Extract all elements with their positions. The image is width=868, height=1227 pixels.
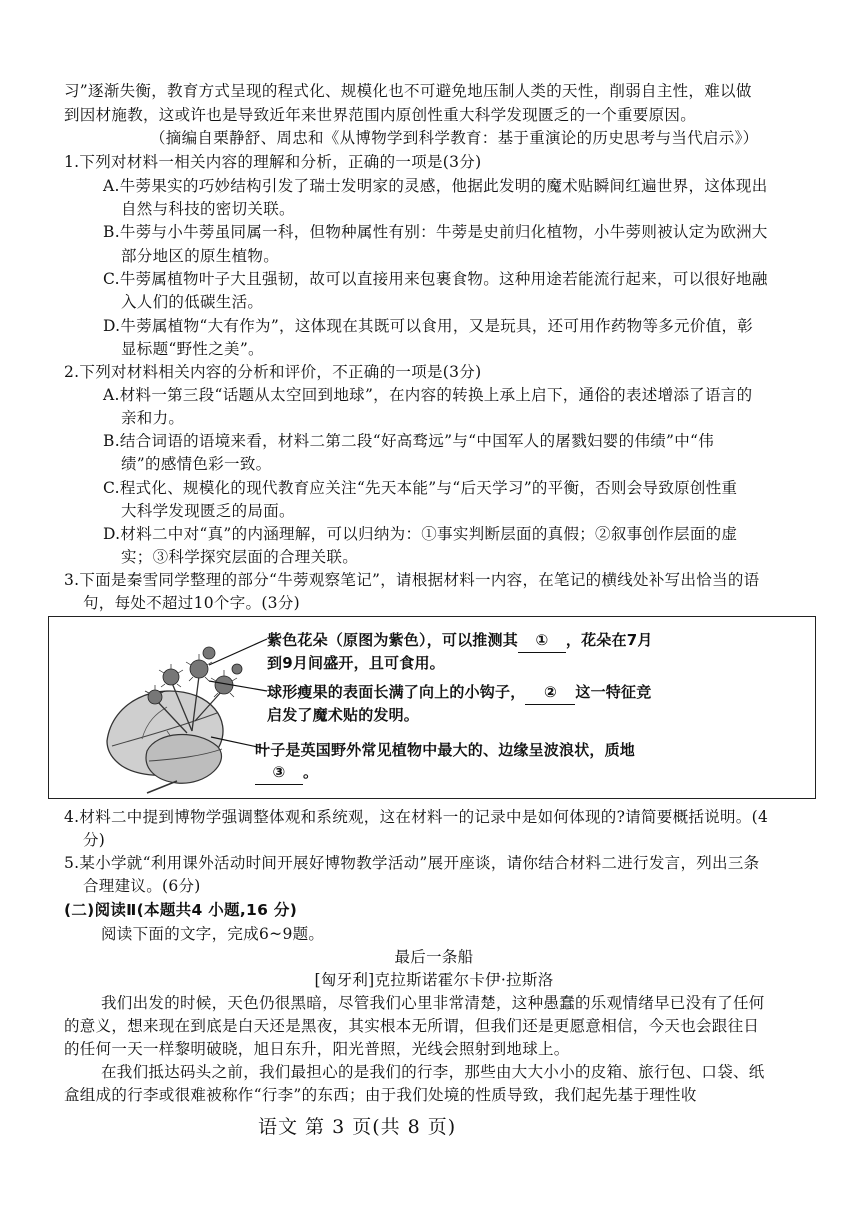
q1-option-d-cont: 显标题“野性之美”。: [121, 340, 264, 358]
question-1-stem: 1.下列对材料一相关内容的理解和分析，正确的一项是(3分): [64, 153, 482, 171]
note-2: [267, 680, 651, 705]
q2-option-a: A.材料一第三段“话题从太空回到地球”，在内容的转换上承上启下，通俗的表述增添了语言的: [103, 386, 753, 404]
q1-option-b-cont: 部分地区的原生植物。: [121, 247, 280, 265]
note-1-text: 紫色花朵（原图为紫色），可以推测其: [267, 631, 518, 649]
story-author: [匈牙利]克拉斯诺霍尔卡伊·拉斯洛: [314, 971, 554, 989]
question-5-stem: 5.某小学就“利用课外活动时间开展好博物教学活动”展开座谈，请你结合材料二进行发言，列出三条: [64, 854, 760, 872]
question-3-stem: 3.下面是秦雪同学整理的部分“牛蒡观察笔记”，请根据材料一内容，在笔记的横线处补写出恰当的语: [64, 571, 760, 589]
q2-option-b: B.结合词语的语境来看，材料二第二段“好高骛远”与“中国军人的屠戮妇婴的伟绩”中“伟: [103, 432, 715, 450]
story-paragraph: 我们出发的时候，天色仍很黑暗，尽管我们心里非常清楚，这种愚蠢的乐观情绪早已没有了任何: [101, 994, 765, 1012]
q1-option-a: A.牛蒡果实的巧妙结构引发了瑞士发明家的灵感，他据此发明的魔术贴瞬间红遍世界，这体现出: [103, 177, 768, 195]
q2-option-b-cont: 绩”的感情色彩一致。: [121, 455, 272, 473]
question-5-stem-cont: 合理建议。(6分): [83, 877, 201, 895]
answer-blank-2[interactable]: ②: [525, 680, 575, 705]
q2-option-d: D.材料二中对“真”的内涵理解，可以归纳为：①事实判断层面的真假；②叙事创作层面的虚: [103, 525, 738, 543]
story-title: 最后一条船: [394, 948, 474, 966]
q2-option-d-cont: 实；③科学探究层面的合理关联。: [121, 548, 359, 566]
note-1-cont: 到9月间盛开，且可食用。: [267, 654, 445, 672]
note-3-text-b: 。: [303, 763, 319, 781]
source-citation: （摘编自栗静舒、周忠和《从博物学到科学教育：基于重演论的历史思考与当代启示》）: [150, 129, 759, 147]
note-2-text: 球形瘦果的表面长满了向上的小钩子，: [267, 683, 526, 701]
note-2-cont: 启发了魔术贴的发明。: [267, 706, 420, 724]
question-3-stem-cont: 句，每处不超过10个字。(3分): [83, 594, 300, 612]
note-3-cont: [255, 760, 318, 785]
q1-option-c: C.牛蒡属植物叶子大且强韧，故可以直接用来包裹食物。这种用途若能流行起来，可以很好地融: [103, 270, 768, 288]
page-footer: 语文 第 3 页(共 8 页): [258, 1116, 457, 1138]
passage-line: 到因材施教，这或许也是导致近年来世界范围内原创性重大科学发现匮乏的一个重要原因。: [64, 106, 697, 124]
note-3: 叶子是英国野外常见植物中最大的、边缘呈波浪状，质地: [255, 741, 636, 759]
q1-option-c-cont: 入人们的低碳生活。: [121, 293, 264, 311]
q1-option-a-cont: 自然与科技的密切关联。: [121, 200, 295, 218]
q2-option-c: C.程式化、规模化的现代教育应关注“先天本能”与“后天学习”的平衡，否则会导致原创性重: [103, 479, 738, 497]
note-1-text-b: ，花朵在7月: [565, 631, 653, 649]
story-paragraph: 的意义，想来现在到底是白天还是黑夜，其实根本无所谓，但我们还是更愿意相信，今天也会跟往日: [64, 1017, 760, 1035]
q1-option-b: B.牛蒡与小牛蒡虽同属一科，但物种属性有别：牛蒡是史前归化植物，小牛蒡则被认定为欧洲大: [103, 223, 768, 241]
section-instruction: 阅读下面的文字，完成6~9题。: [101, 925, 325, 943]
note-2-text-b: 这一特征竞: [575, 683, 652, 701]
question-4-stem: 4.材料二中提到博物学强调整体观和系统观，这在材料一的记录中是如何体现的?请简要概括说明。(4: [64, 808, 769, 826]
answer-blank-1[interactable]: ①: [518, 628, 566, 653]
section-heading: (二)阅读Ⅱ(本题共4 小题,16 分): [64, 901, 298, 919]
q1-option-d: D.牛蒡属植物“大有作为”，这体现在其既可以食用，又是玩具，还可用作药物等多元价值，彰: [103, 317, 754, 335]
observation-notes-box: [48, 616, 816, 799]
passage-line: 习”逐渐失衡，教育方式呈现的程式化、规模化也不可避免地压制人类的天性，削弱自主性，难以做: [64, 82, 752, 100]
question-4-stem-cont: 分): [83, 831, 106, 849]
question-2-stem: 2.下列对材料相关内容的分析和评价，不正确的一项是(3分): [64, 363, 482, 381]
answer-blank-3[interactable]: ③: [255, 760, 303, 785]
story-paragraph: 盒组成的行李或很难被称作“行李”的东西；由于我们处境的性质导致，我们起先基于理性收: [64, 1086, 697, 1104]
story-paragraph: 的任何一天一样黎明破晓，旭日东升，阳光普照，光线会照射到地球上。: [64, 1040, 570, 1058]
q2-option-a-cont: 亲和力。: [121, 409, 185, 427]
note-1: [267, 628, 653, 653]
q2-option-c-cont: 大科学发现匮乏的局面。: [121, 502, 295, 520]
story-paragraph: 在我们抵达码头之前，我们最担心的是我们的行李，那些由大大小小的皮箱、旅行包、口袋、纸: [101, 1063, 765, 1081]
